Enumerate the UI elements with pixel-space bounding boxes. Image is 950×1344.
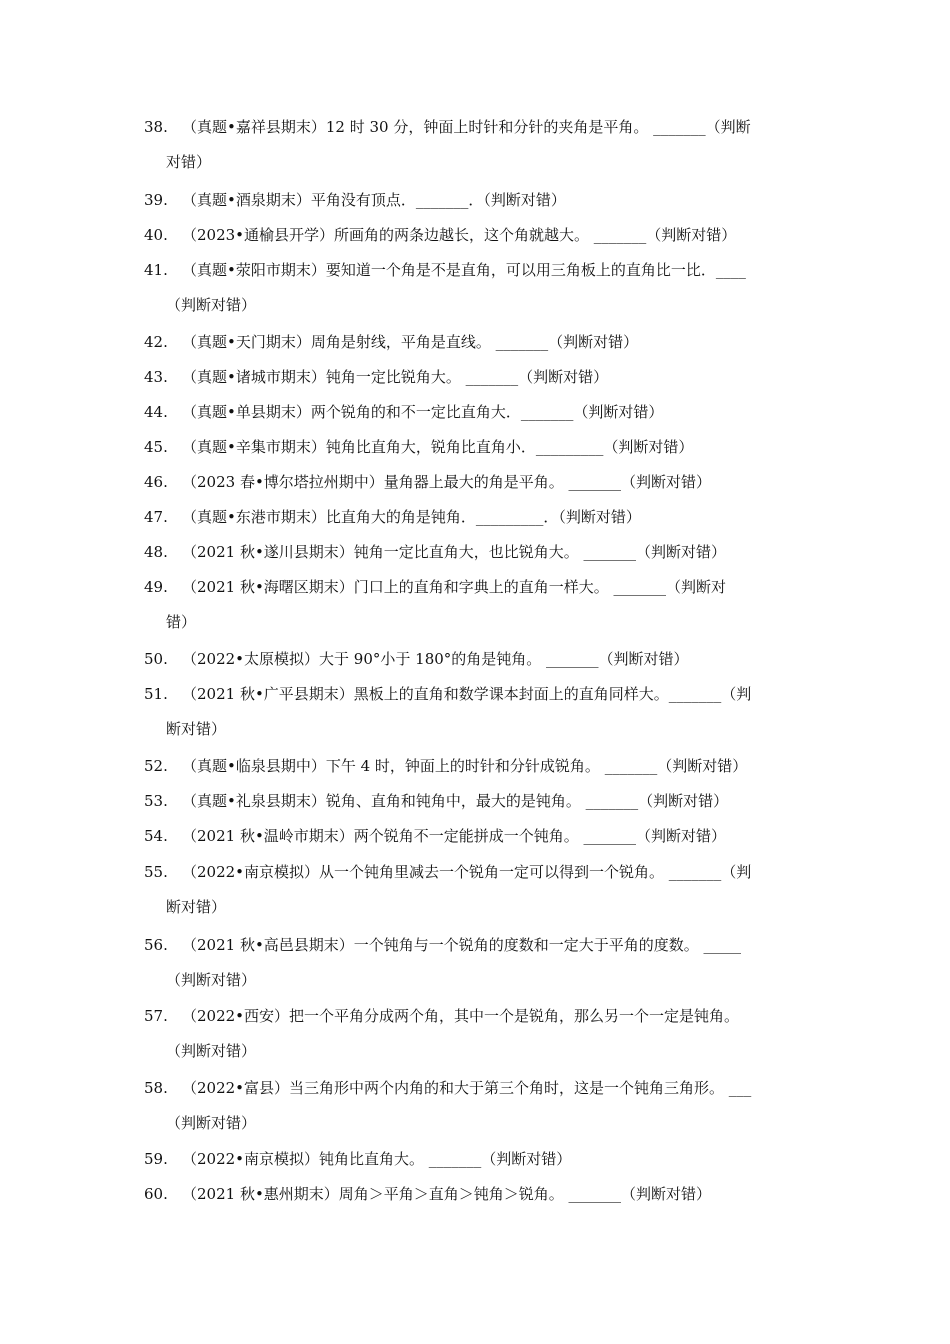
question-text-continued: （判断对错）: [166, 1042, 257, 1060]
question-51: [144, 677, 834, 747]
question-number: 54.: [144, 827, 168, 845]
question-number: 40.: [144, 226, 168, 244]
question-number: 42.: [144, 333, 168, 351]
question-number: 38.: [144, 118, 168, 136]
question-48: [144, 535, 834, 570]
question-text: （2022•南京模拟）钝角比直角大。 _______（判断对错）: [182, 1150, 572, 1168]
question-number: 53.: [144, 792, 168, 810]
question-55: [144, 855, 834, 925]
question-number: 44.: [144, 403, 168, 421]
question-38: [144, 110, 834, 180]
question-number: 43.: [144, 368, 168, 386]
question-52: [144, 749, 834, 784]
question-57: [144, 999, 834, 1069]
question-text-continued: 对错）: [166, 153, 212, 171]
question-number: 48.: [144, 543, 168, 561]
question-number: 46.: [144, 473, 168, 491]
question-text: （真题•辛集市期末）钝角比直角大，锐角比直角小．_________（判断对错）: [182, 438, 694, 456]
question-number: 49.: [144, 578, 168, 596]
question-number: 57.: [144, 1007, 168, 1025]
question-text: （真题•酒泉期末）平角没有顶点．_______．（判断对错）: [182, 191, 566, 209]
question-text: （2023•通榆县开学）所画角的两条边越长，这个角就越大。 _______（判断对错）: [182, 226, 737, 244]
question-text: （2022•西安）把一个平角分成两个角，其中一个是锐角，那么另一个一定是钝角。: [182, 1007, 740, 1025]
question-text: （真题•嘉祥县期末）12 时 30 分，钟面上时针和分针的夹角是平角。 _______（判断: [182, 118, 751, 136]
question-text: （2021 秋•海曙区期末）门口上的直角和字典上的直角一样大。 _______（判断对: [182, 578, 727, 596]
question-43: [144, 360, 834, 395]
question-41: [144, 253, 834, 323]
question-number: 60.: [144, 1185, 168, 1203]
question-text: （真题•天门期末）周角是射线，平角是直线。 _______（判断对错）: [182, 333, 639, 351]
question-text: （真题•荥阳市期末）要知道一个角是不是直角，可以用三角板上的直角比一比．____: [182, 261, 746, 279]
question-42: [144, 325, 834, 360]
question-text: （真题•单县期末）两个锐角的和不一定比直角大．_______（判断对错）: [182, 403, 664, 421]
question-number: 59.: [144, 1150, 168, 1168]
question-text: （2023 春•博尔塔拉州期中）量角器上最大的角是平角。 _______（判断对错）: [182, 473, 712, 491]
question-number: 39.: [144, 191, 168, 209]
question-53: [144, 784, 834, 819]
question-text: （2022•太原模拟）大于 90°小于 180°的角是钝角。 _______（判断对错）: [182, 650, 689, 668]
question-text-continued: （判断对错）: [166, 1114, 257, 1132]
question-number: 47.: [144, 508, 168, 526]
question-56: [144, 928, 834, 998]
question-60: [144, 1177, 834, 1212]
question-text: （2022•富县）当三角形中两个内角的和大于第三个角时，这是一个钝角三角形。 ___: [182, 1079, 752, 1097]
question-text: （真题•礼泉县期末）锐角、直角和钝角中，最大的是钝角。 _______（判断对错）: [182, 792, 729, 810]
question-text: （真题•东港市期末）比直角大的角是钝角．_________．（判断对错）: [182, 508, 641, 526]
question-text-continued: 断对错）: [166, 720, 227, 738]
question-45: [144, 430, 834, 465]
question-number: 52.: [144, 757, 168, 775]
question-text: （真题•临泉县期中）下午 4 时，钟面上的时针和分针成锐角。 _______（判断对错）: [182, 757, 748, 775]
question-number: 56.: [144, 936, 168, 954]
question-44: [144, 395, 834, 430]
question-text: （真题•诸城市期末）钝角一定比锐角大。 _______（判断对错）: [182, 368, 609, 386]
question-number: 45.: [144, 438, 168, 456]
question-text-continued: （判断对错）: [166, 296, 257, 314]
question-number: 50.: [144, 650, 168, 668]
question-47: [144, 500, 834, 535]
question-text: （2021 秋•高邑县期末）一个钝角与一个锐角的度数和一定大于平角的度数。 _____: [182, 936, 742, 954]
question-text: （2021 秋•惠州期末）周角＞平角＞直角＞钝角＞锐角。 _______（判断对错）: [182, 1185, 712, 1203]
question-number: 55.: [144, 863, 168, 881]
question-text-continued: 断对错）: [166, 898, 227, 916]
question-59: [144, 1142, 834, 1177]
question-text-continued: 错）: [166, 613, 197, 631]
question-number: 51.: [144, 685, 168, 703]
question-50: [144, 642, 834, 677]
question-40: [144, 218, 834, 253]
question-text-continued: （判断对错）: [166, 971, 257, 989]
question-39: [144, 183, 834, 218]
question-49: [144, 570, 834, 640]
question-number: 58.: [144, 1079, 168, 1097]
question-text: （2021 秋•遂川县期末）钝角一定比直角大，也比锐角大。 _______（判断对错）: [182, 543, 727, 561]
question-number: 41.: [144, 261, 168, 279]
question-text: （2021 秋•温岭市期末）两个锐角不一定能拼成一个钝角。 _______（判断对错）: [182, 827, 727, 845]
question-text: （2021 秋•广平县期末）黑板上的直角和数学课本封面上的直角同样大。_______（判: [182, 685, 752, 703]
question-text: （2022•南京模拟）从一个钝角里减去一个锐角一定可以得到一个锐角。 _______（判: [182, 863, 752, 881]
question-54: [144, 819, 834, 854]
question-58: [144, 1071, 834, 1141]
question-46: [144, 465, 834, 500]
